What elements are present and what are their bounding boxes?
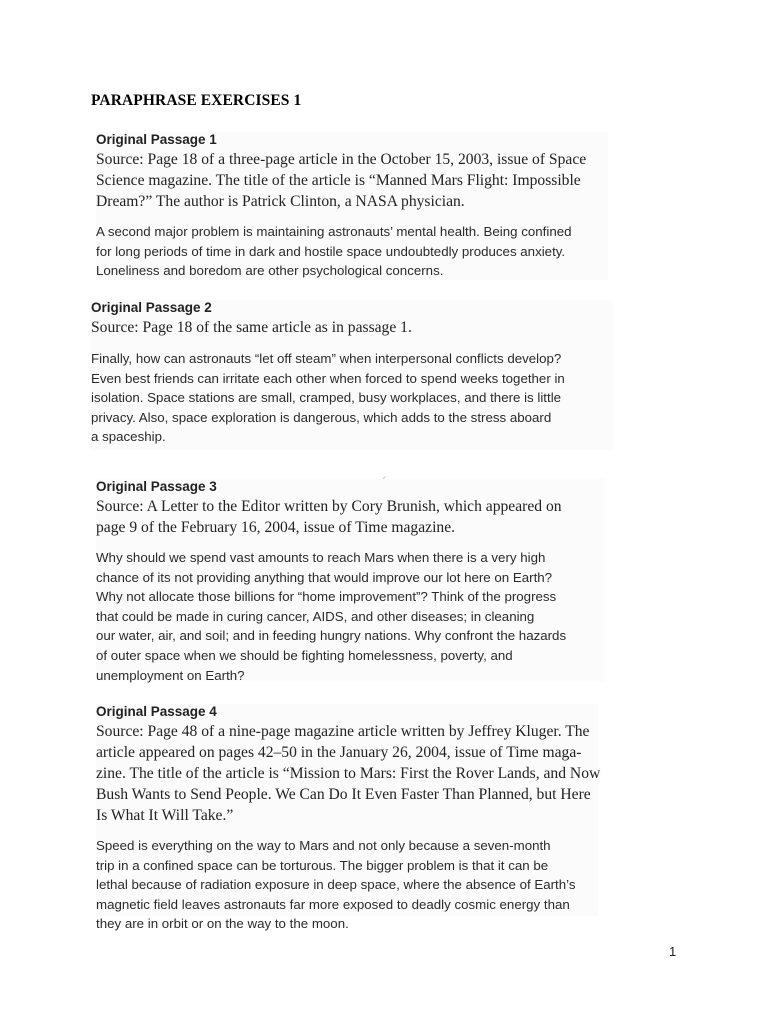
body-line: Why not allocate those billions for “home improvement”? Think of the progress [96,589,557,605]
passage-body [96,548,604,685]
body-line: Speed is everything on the way to Mars and not only because a seven-month [96,838,551,853]
body-line: magnetic field leaves astronauts far more exposed to deadly cosmic energy than [96,896,570,912]
body-line: trip in a confined space can be torturous. The bigger problem is that it can be [96,857,549,873]
passage-body [96,836,598,934]
source-line: page 9 of the February 16, 2004, issue of Time magazine. [96,519,456,536]
passage-body [91,349,613,447]
body-line: a spaceship. [91,429,166,445]
page-title: PARAPHRASE EXERCISES 1 [91,92,302,109]
passage-source [91,317,613,338]
passage-body [96,222,608,281]
body-line: that could be made in curing cancer, AIDS, and other diseases; in cleaning [96,608,535,624]
source-line: article appeared on pages 42–50 in the January 26, 2004, issue of Time maga- [96,744,582,761]
source-line: Source: A Letter to the Editor written by Cory Brunish, which appeared on [96,498,562,515]
body-line: unemployment on Earth? [96,667,245,683]
passage-title: Original Passage 1 [96,132,217,147]
source-line: Source: Page 18 of a three-page article in the October 15, 2003, issue of Space [96,151,587,168]
body-line: of outer space when we should be fighting homelessness, poverty, and [96,647,513,663]
passage-source [96,721,601,826]
passage-1 [96,132,608,280]
passage-4 [96,704,601,932]
source-line: zine. The title of the article is “Mission to Mars: First the Rover Lands, and Now [96,765,601,782]
body-line: A second major problem is maintaining astronauts’ mental health. Being confined [96,224,572,239]
body-line: chance of its not providing anything that would improve our lot here on Earth? [96,569,553,585]
source-line: Dream?” The author is Patrick Clinton, a NASA physician. [96,193,465,210]
body-line: lethal because of radiation exposure in deep space, where the absence of Earth’s [96,877,576,893]
body-line: Loneliness and boredom are other psychological concerns. [96,263,444,279]
body-line: isolation. Space stations are small, cramped, busy workplaces, and there is little [91,390,562,406]
page-number: 1 [669,944,677,959]
passage-title: Original Passage 3 [96,479,217,494]
body-line: Even best friends can irritate each other when forced to spend weeks together in [91,370,565,386]
body-line: our water, air, and soil; and in feeding hungry nations. Why confront the hazards [96,628,567,644]
source-line: Bush Wants to Send People. We Can Do It Even Faster Than Planned, but Here [96,786,591,803]
passage-source [96,496,604,538]
passage-source [96,149,608,212]
passage-title: Original Passage 4 [96,704,217,719]
passage-2 [91,300,613,450]
body-line: privacy. Also, space exploration is dangerous, which adds to the stress aboard [91,409,552,425]
source-line: Science magazine. The title of the article is “Manned Mars Flight: Impossible [96,172,581,189]
source-line: Source: Page 18 of the same article as in passage 1. [91,319,412,336]
body-line: they are in orbit or on the way to the moon. [96,916,349,932]
passage-title: Original Passage 2 [91,300,212,315]
body-line: for long periods of time in dark and hostile space undoubtedly produces anxiety. [96,243,566,259]
passage-3 [96,479,604,681]
source-line: Is What It Will Take.” [96,807,234,824]
body-line: Finally, how can astronauts “let off steam” when interpersonal conflicts develop? [91,351,562,366]
source-line: Source: Page 48 of a nine-page magazine article written by Jeffrey Kluger. The [96,723,590,740]
body-line: Why should we spend vast amounts to reach Mars when there is a very high [96,550,546,565]
